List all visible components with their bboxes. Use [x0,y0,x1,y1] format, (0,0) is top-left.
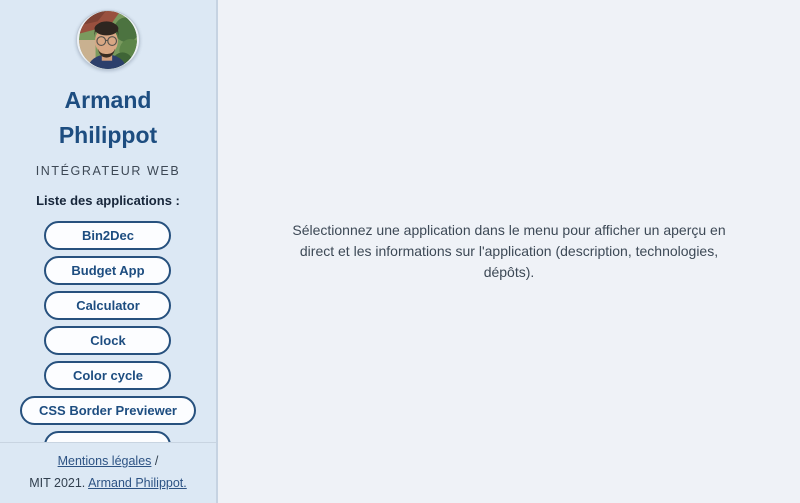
list-item [44,256,171,285]
footer-license-line [6,476,210,491]
list-item [44,221,171,250]
list-item [20,396,196,425]
profile-job-title: INTÉGRATEUR WEB [35,164,181,178]
list-item [44,361,171,390]
app-button-budget-app[interactable]: Budget App [44,256,171,285]
app-button-calculator[interactable]: Calculator [44,291,171,320]
app-button-clock[interactable]: Clock [44,326,171,355]
footer-separator: / [154,454,159,468]
author-link[interactable]: Armand Philippot. [88,476,187,490]
sidebar [0,0,218,503]
main-content [218,0,800,503]
app-button-bin2dec[interactable]: Bin2Dec [44,221,171,250]
app-button-css-border-previewer[interactable]: CSS Border Previewer [20,396,196,425]
avatar [76,10,140,70]
list-item [44,291,171,320]
list-item [44,431,171,442]
sidebar-footer [0,442,216,503]
license-text: MIT 2021. [29,476,86,490]
apps-list-label: Liste des applications : [36,193,180,208]
footer-legal-line [6,454,210,469]
legal-notice-link[interactable]: Mentions légales [57,454,152,468]
placeholder-message: Sélectionnez une application dans le menu pour afficher un aperçu en direct et les informations sur l'application (description, technologies, dépôts). [292,222,726,280]
profile-name: Armand Philippot [58,87,158,148]
apps-list [20,221,196,442]
avatar-photo-icon [79,11,137,69]
list-item [44,326,171,355]
app-button-partial[interactable] [44,431,171,442]
app-button-color-cycle[interactable]: Color cycle [44,361,171,390]
apps-section [0,193,216,442]
